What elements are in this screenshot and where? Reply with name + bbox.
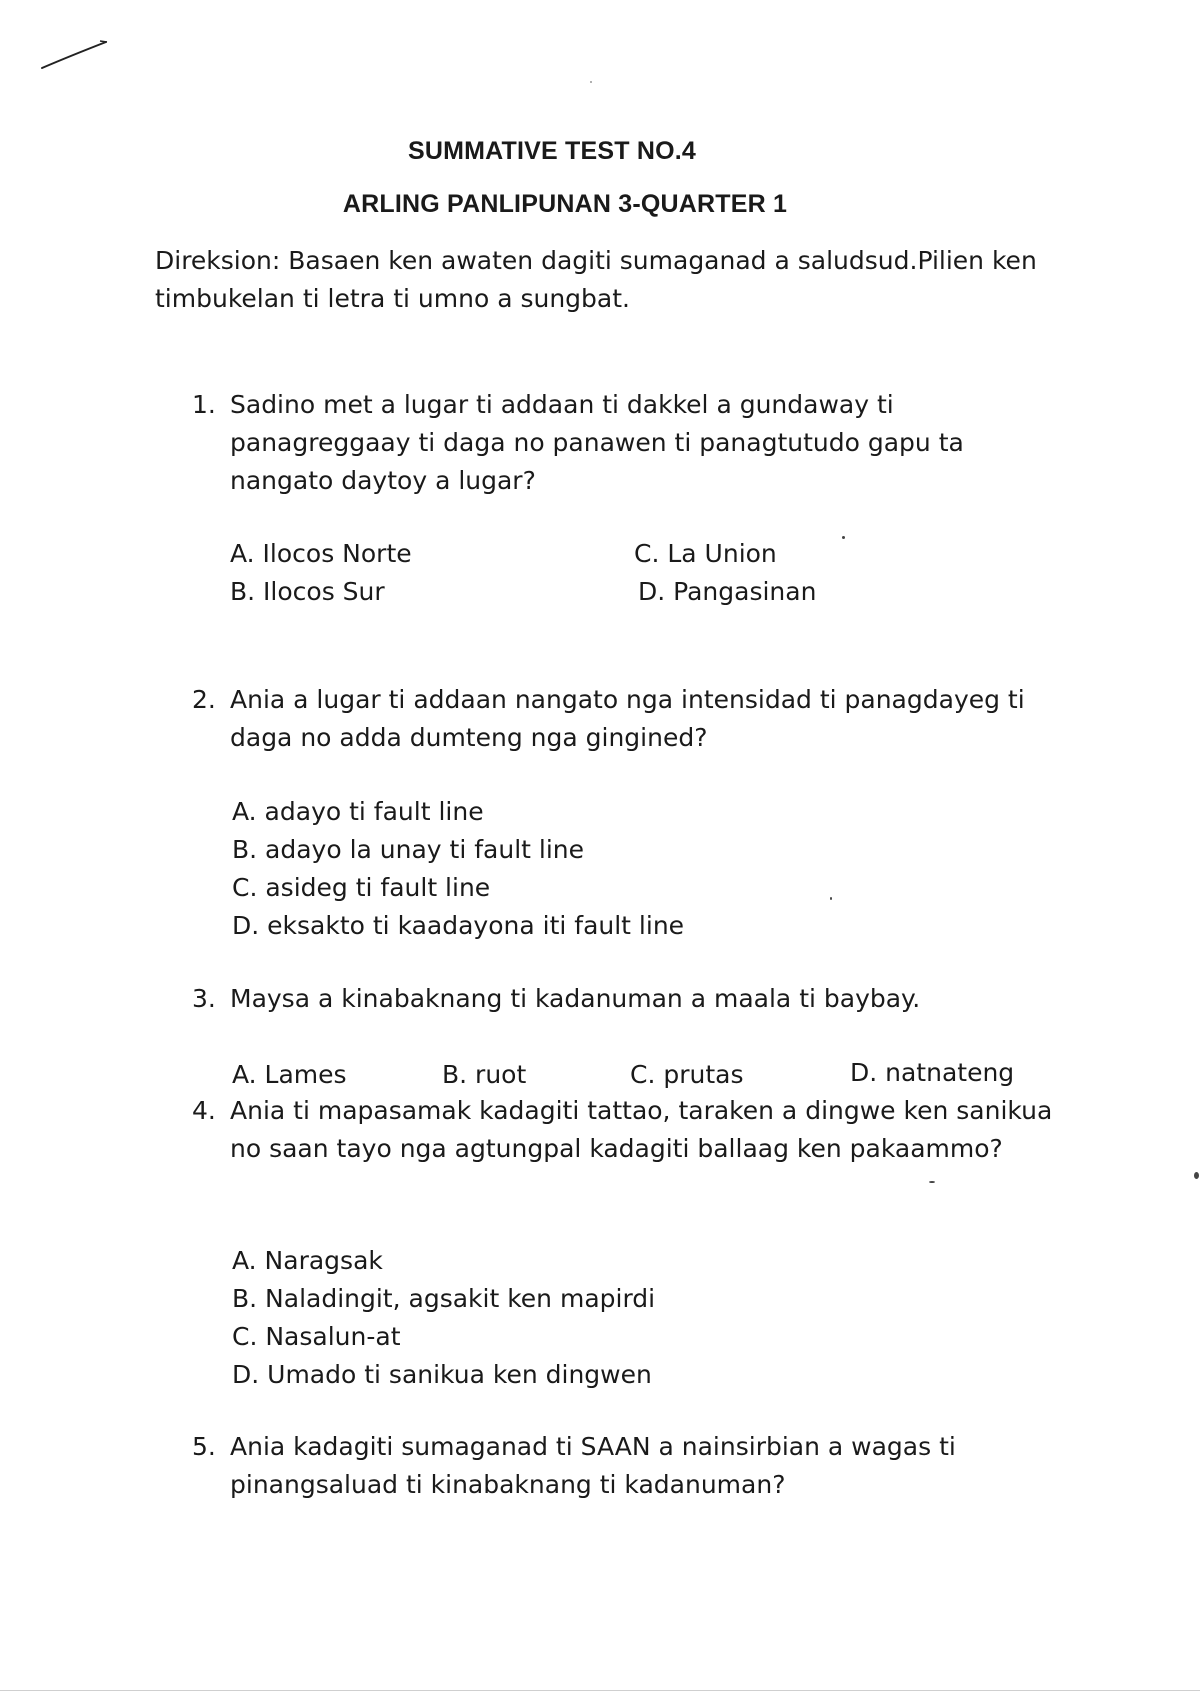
option-a[interactable]: A. Naragsak xyxy=(232,1246,383,1275)
question-number: 5. xyxy=(192,1432,216,1461)
option-b[interactable]: B. Ilocos Sur xyxy=(230,577,385,606)
question-text: Ania kadagiti sumaganad ti SAAN a nainsirbian a wagas ti pinangsaluad ti kinabaknang ti kadanuman? xyxy=(230,1432,956,1499)
option-b[interactable]: B. Naladingit, agsakit ken mapirdi xyxy=(232,1284,656,1313)
directions-text: Direksion: Basaen ken awaten dagiti sumaganad a saludsud.Pilien ken timbukelan ti letra ti umno a sungbat. xyxy=(155,246,1037,313)
option-d[interactable]: D. natnateng xyxy=(850,1058,1015,1087)
page-title: SUMMATIVE TEST NO.4 xyxy=(407,137,697,165)
option-c[interactable]: C. La Union xyxy=(634,539,777,568)
option-d[interactable]: D. eksakto ti kaadayona iti fault line xyxy=(232,911,685,940)
question-text: Ania ti mapasamak kadagiti tattao, taraken a dingwe ken sanikua no saan tayo nga agtungpal kadagiti ballaag ken pakaammo? xyxy=(230,1096,1053,1163)
option-a[interactable]: A. adayo ti fault line xyxy=(232,797,484,826)
option-b[interactable]: B. ruot xyxy=(442,1060,527,1089)
option-b[interactable]: B. adayo la unay ti fault line xyxy=(232,835,585,864)
option-d[interactable]: D. Pangasinan xyxy=(638,577,817,606)
scan-speck xyxy=(842,536,845,539)
scan-speck xyxy=(830,897,832,900)
question-number: 3. xyxy=(192,984,216,1013)
option-d[interactable]: D. Umado ti sanikua ken dingwen xyxy=(232,1360,652,1389)
option-a[interactable]: A. Lames xyxy=(232,1060,347,1089)
scan-speck xyxy=(1194,1172,1199,1179)
question-text: Maysa a kinabaknang ti kadanuman a maala ti baybay. xyxy=(230,984,921,1013)
option-c[interactable]: C. prutas xyxy=(630,1060,744,1089)
question-text: Sadino met a lugar ti addaan ti dakkel a gundaway ti panagreggaay ti daga no panawen ti panagtutudo gapu ta nangato daytoy a lugar? xyxy=(230,390,964,495)
question-number: 4. xyxy=(192,1096,216,1125)
option-c[interactable]: C. Nasalun-at xyxy=(232,1322,401,1351)
question-number: 2. xyxy=(192,685,216,714)
question-text: Ania a lugar ti addaan nangato nga intensidad ti panagdayeg ti daga no adda dumteng nga gingined? xyxy=(230,685,1025,752)
question-number: 1. xyxy=(192,390,216,419)
scan-speck xyxy=(929,1181,935,1183)
page-bottom-edge xyxy=(0,1690,1200,1691)
pen-stroke-mark xyxy=(40,38,110,74)
option-c[interactable]: C. asideg ti fault line xyxy=(232,873,491,902)
page-subtitle: ARLING PANLIPUNAN 3-QUARTER 1 xyxy=(342,190,788,218)
scan-speck xyxy=(590,81,592,83)
option-a[interactable]: A. Ilocos Norte xyxy=(230,539,412,568)
